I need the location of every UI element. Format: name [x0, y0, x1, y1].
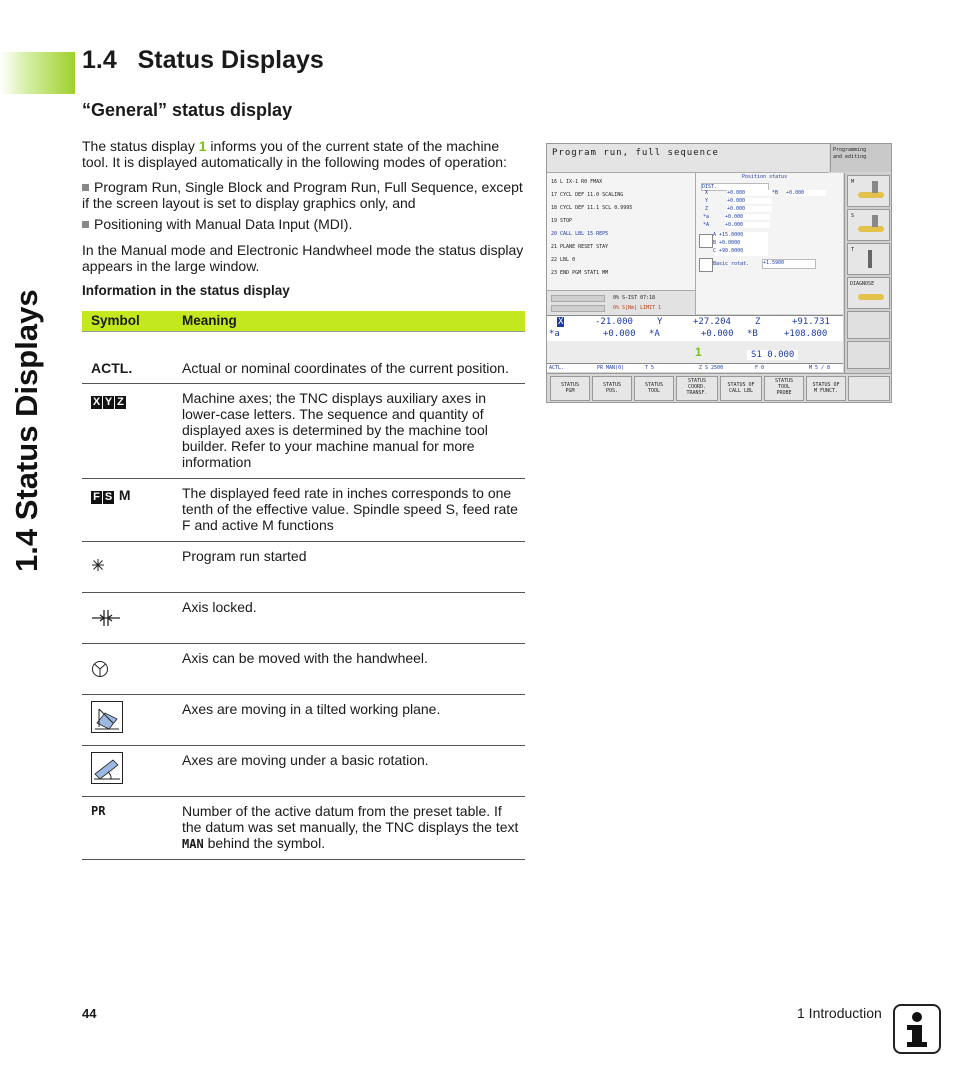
- mode-box[interactable]: [830, 144, 891, 172]
- status-line: 0% S-IST 07:18: [613, 295, 656, 301]
- program-line: 17 CYCL DEF 11.0 SCALING: [551, 192, 624, 198]
- softkey-line: M FUNCT.: [813, 388, 839, 394]
- program-listing: [547, 173, 696, 290]
- chapter-footer: 1 Introduction: [797, 1005, 882, 1021]
- rotation-value: B +0.0000: [713, 240, 768, 248]
- softkey-status-pgm[interactable]: [550, 376, 590, 401]
- softkey-status-coord[interactable]: [676, 376, 718, 401]
- tool-icon: [868, 250, 872, 268]
- status-line: 0% S[Nm] LIMIT 1: [613, 305, 662, 311]
- mode-line: Programming: [833, 147, 867, 153]
- softkey-line: STATUS OF: [727, 382, 755, 388]
- coord-row: [547, 317, 843, 328]
- axis-keys-symbol: [91, 392, 127, 409]
- row-meaning: [182, 803, 522, 852]
- softkey-line: TOOL: [777, 384, 791, 390]
- row-meaning: Axes are moving under a basic rotation.: [182, 752, 429, 768]
- softkey-line: STATUS: [774, 378, 794, 384]
- preset-label: PR MAN(0): [597, 365, 625, 371]
- table-row: [82, 593, 525, 644]
- row-meaning: Axes are moving in a tilted working plane.: [182, 701, 441, 717]
- axis-label: *a: [549, 329, 560, 339]
- axis-value: +91.731: [792, 317, 830, 327]
- softkey-line: STATUS OF: [812, 382, 840, 388]
- softkey-bar: [547, 373, 891, 403]
- program-line-current: 20 CALL LBL 15 REP5: [551, 231, 609, 237]
- row-meaning: Axis locked.: [182, 599, 257, 615]
- softkey-line: STATUS: [644, 382, 664, 388]
- spindle-area: [547, 341, 843, 363]
- program-line: 19 STOP: [551, 218, 573, 224]
- axis-value: +0.000: [603, 329, 636, 339]
- machine-icon: [858, 294, 884, 300]
- load-bar: [551, 295, 605, 302]
- side-key-label: T: [851, 247, 855, 253]
- row-meaning: Machine axes; the TNC displays auxiliary axes in lower-case letters. The sequence and quantity of displayed axes is determined by the machine tool builder. Refer to your machine manual for more information: [182, 390, 488, 470]
- chapter-side-label-wrap: [5, 52, 51, 572]
- table-row: [82, 479, 525, 542]
- axis-value: +0.000: [725, 222, 770, 228]
- dist-table: [701, 190, 828, 230]
- preset-symbol: PR: [91, 804, 106, 818]
- status-symbol-table: [82, 311, 525, 860]
- spindle-label: Z S 2500: [699, 365, 724, 371]
- chapter-side-label: 1.4 Status Displays: [9, 289, 44, 572]
- table-row: [82, 542, 525, 593]
- position-status-panel: [696, 173, 843, 314]
- softkey-line: TRANSF.: [686, 390, 708, 396]
- feed-label: F 0: [755, 365, 765, 371]
- bullet-text: Positioning with Manual Data Input (MDI).: [94, 216, 353, 232]
- row-meaning: Axis can be moved with the handwheel.: [182, 650, 428, 666]
- mode-line: and editing: [833, 154, 867, 160]
- program-line: 22 LBL 0: [551, 257, 576, 263]
- softkey-line: POS.: [605, 388, 619, 394]
- manual-mode-note: In the Manual mode and Electronic Handwheel mode the status display appears in the large window.: [82, 242, 524, 274]
- handwheel-icon: [91, 660, 109, 681]
- preset-text-after: behind the symbol.: [203, 835, 326, 851]
- basic-rotation-icon: [699, 258, 713, 272]
- intro-text-after: informs you of the current state of the machine tool. It is displayed automatically in the following modes of operation:: [82, 138, 507, 170]
- info-icon: [893, 1004, 941, 1054]
- coord-row: [547, 329, 843, 340]
- bullet-item: [82, 216, 527, 232]
- machine-icon: [858, 192, 884, 198]
- program-line: 21 PLANE RESET STAY: [551, 244, 609, 250]
- rotation-value: A +15.0000: [713, 232, 768, 240]
- axis-value: +0.000: [727, 206, 772, 212]
- load-status: [547, 290, 696, 315]
- axis-name: Y: [705, 198, 709, 204]
- side-key-label: DIAGNOSE: [850, 281, 875, 287]
- position-status-title: Position status: [742, 174, 788, 180]
- dist-label: DIST.: [701, 183, 769, 191]
- axis-name: Z: [705, 206, 709, 212]
- table-row: [82, 332, 525, 384]
- tnc-screenshot: [546, 143, 892, 403]
- basic-rot-value: +1.5900: [762, 259, 816, 269]
- side-key-empty[interactable]: [847, 341, 890, 369]
- axis-label: Y: [657, 317, 663, 327]
- key-z: Z: [115, 396, 126, 409]
- spindle-icon: [872, 215, 878, 227]
- intro-paragraph: [82, 138, 527, 170]
- axis-label: *A: [649, 329, 660, 339]
- axis-value: -21.000: [595, 317, 633, 327]
- program-line: 18 CYCL DEF 11.1 SCL 0.9995: [551, 205, 633, 211]
- tilted-plane-icon: [91, 701, 123, 736]
- softkey-line: TOOL: [647, 388, 661, 394]
- axis-name: *A: [703, 222, 710, 228]
- axis-name: *a: [703, 214, 710, 220]
- axis-value: +108.800: [784, 329, 828, 339]
- status-bar: [547, 363, 843, 372]
- column-header-meaning: Meaning: [182, 313, 237, 328]
- axis-label: X: [558, 317, 564, 327]
- program-line: 23 END PGM STAT1 MM: [551, 270, 609, 276]
- tilted-plane-icon: [699, 234, 713, 248]
- table-row: [82, 384, 525, 479]
- screen-title-bar: [547, 144, 829, 173]
- table-row: [82, 644, 525, 695]
- side-key-diagnose[interactable]: [847, 277, 890, 309]
- axis-value: +0.000: [701, 329, 734, 339]
- callout-marker: 1: [695, 345, 702, 359]
- table-row: [82, 746, 525, 797]
- feed-spindle-symbol: [91, 487, 131, 504]
- softkey-empty[interactable]: [848, 376, 890, 401]
- column-header-symbol: Symbol: [91, 313, 140, 328]
- bullet-item: [82, 179, 527, 211]
- asterisk-icon: [91, 558, 105, 575]
- intro-text-before: The status display: [82, 138, 199, 154]
- table-row: [82, 797, 525, 860]
- softkey-status-mfunct[interactable]: [806, 376, 846, 401]
- side-key-empty[interactable]: [847, 311, 890, 339]
- info-heading: Information in the status display: [82, 283, 290, 298]
- softkey-line: PGM: [565, 388, 575, 394]
- axis-value: +27.204: [693, 317, 731, 327]
- softkey-line: STATUS: [602, 382, 622, 388]
- tool-label: T 5: [645, 365, 655, 371]
- axis-value: +0.000: [727, 198, 772, 204]
- side-key-t[interactable]: [847, 243, 890, 275]
- softkey-line: PROBE: [776, 390, 792, 396]
- softkey-line: STATUS: [560, 382, 580, 388]
- axis-name: *B: [772, 190, 779, 196]
- man-code: MAN: [182, 837, 204, 851]
- bullet-square-icon: [82, 221, 89, 228]
- key-s: S: [104, 491, 113, 503]
- softkey-status-probe[interactable]: [764, 376, 804, 401]
- key-y: Y: [104, 396, 113, 408]
- section-heading: [82, 46, 324, 75]
- load-bar: [551, 305, 605, 312]
- table-row: [82, 695, 525, 746]
- bullet-square-icon: [82, 184, 89, 191]
- preset-text-before: Number of the active datum from the preset table. If the datum was set manually, the TNC displays the text: [182, 803, 519, 835]
- softkey-line: CALL LBL: [728, 388, 754, 394]
- row-meaning: Actual or nominal coordinates of the current position.: [182, 360, 509, 376]
- machine-icon: [858, 226, 884, 232]
- bullet-text: Program Run, Single Block and Program Run, Full Sequence, except if the screen layout is set to display graphics only, and: [82, 179, 523, 211]
- section-title: Status Displays: [137, 46, 324, 74]
- basic-rotation-icon: [91, 752, 123, 787]
- rotation-value: C +90.0000: [713, 248, 768, 256]
- axis-value: +0.000: [727, 190, 772, 196]
- actl-symbol: ACTL.: [91, 360, 133, 376]
- side-key-label: S: [851, 213, 855, 219]
- table-header: [82, 311, 525, 332]
- key-f: F: [91, 491, 102, 504]
- callout-ref: 1: [198, 138, 207, 154]
- side-key-label: M: [851, 179, 855, 185]
- axis-value: +0.000: [786, 190, 826, 196]
- softkey-line: STATUS: [687, 378, 707, 384]
- axis-label: *B: [747, 329, 758, 339]
- axis-name: X: [705, 190, 709, 196]
- softkey-status-call-lbl[interactable]: [720, 376, 762, 401]
- softkey-status-pos[interactable]: [592, 376, 632, 401]
- side-softkeys: [844, 173, 892, 373]
- side-key-m[interactable]: [847, 175, 890, 207]
- softkey-line: COORD.: [687, 384, 707, 390]
- row-meaning: Program run started: [182, 548, 307, 564]
- section-number: 1.4: [82, 46, 117, 74]
- row-meaning: The displayed feed rate in inches corresponds to one tenth of the effective value. Spindle speed S, feed rate F and active M functions: [182, 485, 518, 533]
- key-x: X: [92, 396, 101, 408]
- basic-rot-label: Basic rotat.: [713, 261, 750, 267]
- actl-label: ACTL.: [549, 365, 565, 371]
- side-key-s[interactable]: [847, 209, 890, 241]
- axis-label: Z: [755, 317, 761, 327]
- softkey-status-tool[interactable]: [634, 376, 674, 401]
- axis-value: +0.000: [725, 214, 770, 220]
- m-suffix: M: [118, 487, 131, 503]
- coordinate-display: [547, 315, 843, 342]
- spindle-icon: [872, 181, 878, 193]
- subsection-heading: “General” status display: [82, 100, 293, 120]
- spindle-value: S1 0.000: [747, 350, 798, 360]
- page-number: 44: [82, 1006, 97, 1021]
- axis-locked-icon: [91, 609, 121, 630]
- mfunc-label: M 5 / 8: [809, 365, 831, 371]
- rotation-table: [713, 232, 768, 256]
- screen-title: Program run, full sequence: [552, 148, 719, 158]
- program-line: 16 L IX-1 R0 FMAX: [551, 179, 603, 185]
